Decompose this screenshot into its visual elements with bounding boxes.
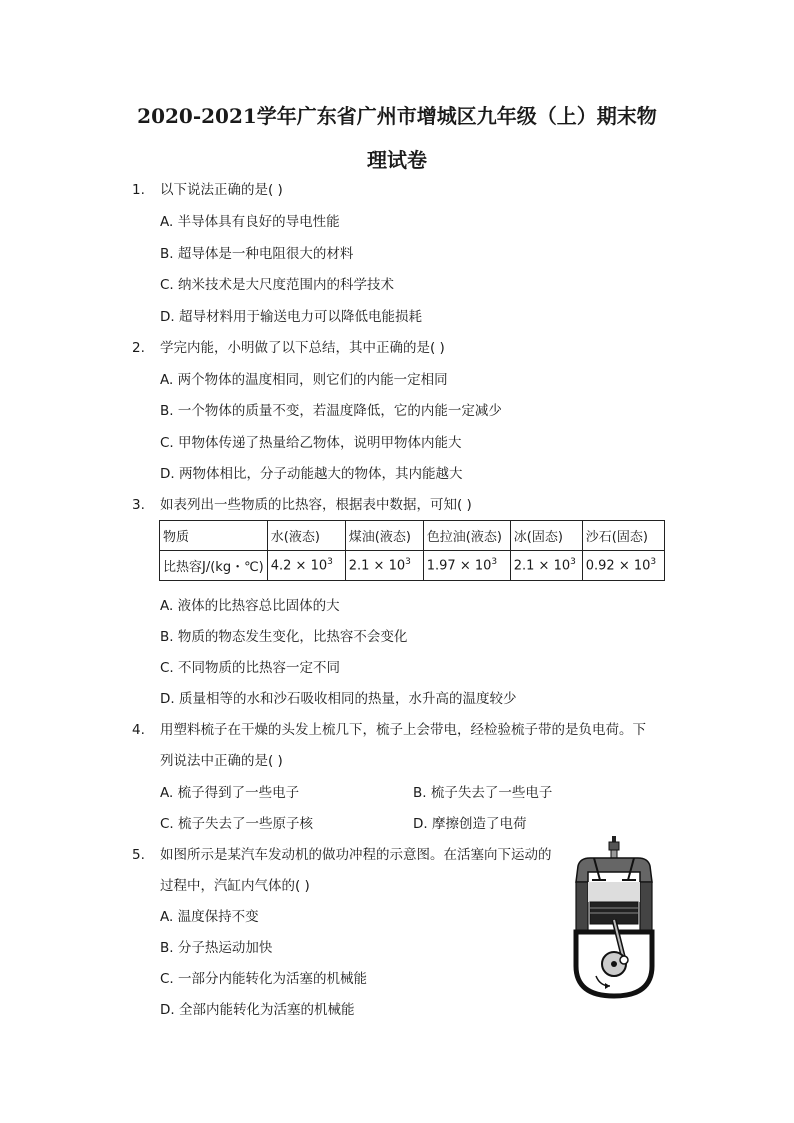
option-c: C. 不同物质的比热容一定不同 xyxy=(160,660,341,676)
option-c: C. 甲物体传递了热量给乙物体，说明甲物体内能大 xyxy=(160,435,462,451)
table-header-cell: 色拉油(液态) xyxy=(423,521,510,551)
question-number: 5. xyxy=(132,847,145,863)
table-header-cell: 物质 xyxy=(160,521,268,551)
option-b: B. 超导体是一种电阻很大的材料 xyxy=(160,246,354,262)
table-cell: $2.1 \times 10^3$ xyxy=(345,551,423,581)
option-a: A. 两个物体的温度相同，则它们的内能一定相同 xyxy=(160,372,448,388)
engine-power-stroke-diagram xyxy=(570,836,658,1000)
table-header-cell: 水(液态) xyxy=(267,521,345,551)
question-number: 2. xyxy=(132,340,145,356)
table-cell: $2.1 \times 10^3$ xyxy=(510,551,582,581)
table-cell: $4.2 \times 10^3$ xyxy=(267,551,345,581)
option-a: A. 半导体具有良好的导电性能 xyxy=(160,214,340,230)
table-header-row xyxy=(160,521,665,551)
option-d: D. 两物体相比，分子动能越大的物体，其内能越大 xyxy=(160,466,463,482)
question-stem-line1: 用塑料梳子在干燥的头发上梳几下，梳子上会带电，经检验梳子带的是负电荷。下 xyxy=(160,722,646,738)
option-b: B. 分子热运动加快 xyxy=(160,940,273,956)
option-b: B. 梳子失去了一些电子 xyxy=(413,785,553,801)
question-stem-line1: 如图所示是某汽车发动机的做功冲程的示意图。在活塞向下运动的 xyxy=(160,847,552,863)
question-stem: 如表列出一些物质的比热容，根据表中数据，可知( ) xyxy=(160,497,472,513)
table-row-label: 比热容J/(kg・℃) xyxy=(160,551,268,581)
option-c: C. 一部分内能转化为活塞的机械能 xyxy=(160,971,368,987)
table-cell: $1.97 \times 10^3$ xyxy=(423,551,510,581)
option-c: C. 梳子失去了一些原子核 xyxy=(160,816,314,832)
table-cell: $0.92 \times 10^3$ xyxy=(582,551,664,581)
option-a: A. 温度保持不变 xyxy=(160,909,259,925)
exam-title-line2: 理试卷 xyxy=(367,148,427,172)
table-header-cell: 煤油(液态) xyxy=(345,521,423,551)
option-d: D. 质量相等的水和沙石吸收相同的热量，水升高的温度较少 xyxy=(160,691,517,707)
option-a: A. 梳子得到了一些电子 xyxy=(160,785,300,801)
option-b: B. 物质的物态发生变化，比热容不会变化 xyxy=(160,629,408,645)
question-number: 4. xyxy=(132,722,145,738)
option-d: D. 摩擦创造了电荷 xyxy=(413,816,527,832)
table-header-cell: 沙石(固态) xyxy=(582,521,664,551)
table-row xyxy=(160,551,665,581)
exam-title-line1: 2020-2021学年广东省广州市增城区九年级（上）期末物 xyxy=(137,104,657,128)
question-stem: 以下说法正确的是( ) xyxy=(160,182,283,198)
option-a: A. 液体的比热容总比固体的大 xyxy=(160,598,340,614)
option-b: B. 一个物体的质量不变，若温度降低，它的内能一定减少 xyxy=(160,403,502,419)
question-number: 1. xyxy=(132,182,145,198)
specific-heat-table xyxy=(159,520,665,581)
question-number: 3. xyxy=(132,497,145,513)
option-c: C. 纳米技术是大尺度范围内的科学技术 xyxy=(160,277,395,293)
option-d: D. 超导材料用于输送电力可以降低电能损耗 xyxy=(160,309,422,325)
table-header-cell: 冰(固态) xyxy=(510,521,582,551)
option-d: D. 全部内能转化为活塞的机械能 xyxy=(160,1002,355,1018)
question-stem-line2: 列说法中正确的是( ) xyxy=(160,753,283,769)
question-stem-line2: 过程中，汽缸内气体的( ) xyxy=(160,878,310,894)
question-stem: 学完内能，小明做了以下总结，其中正确的是( ) xyxy=(160,340,445,356)
